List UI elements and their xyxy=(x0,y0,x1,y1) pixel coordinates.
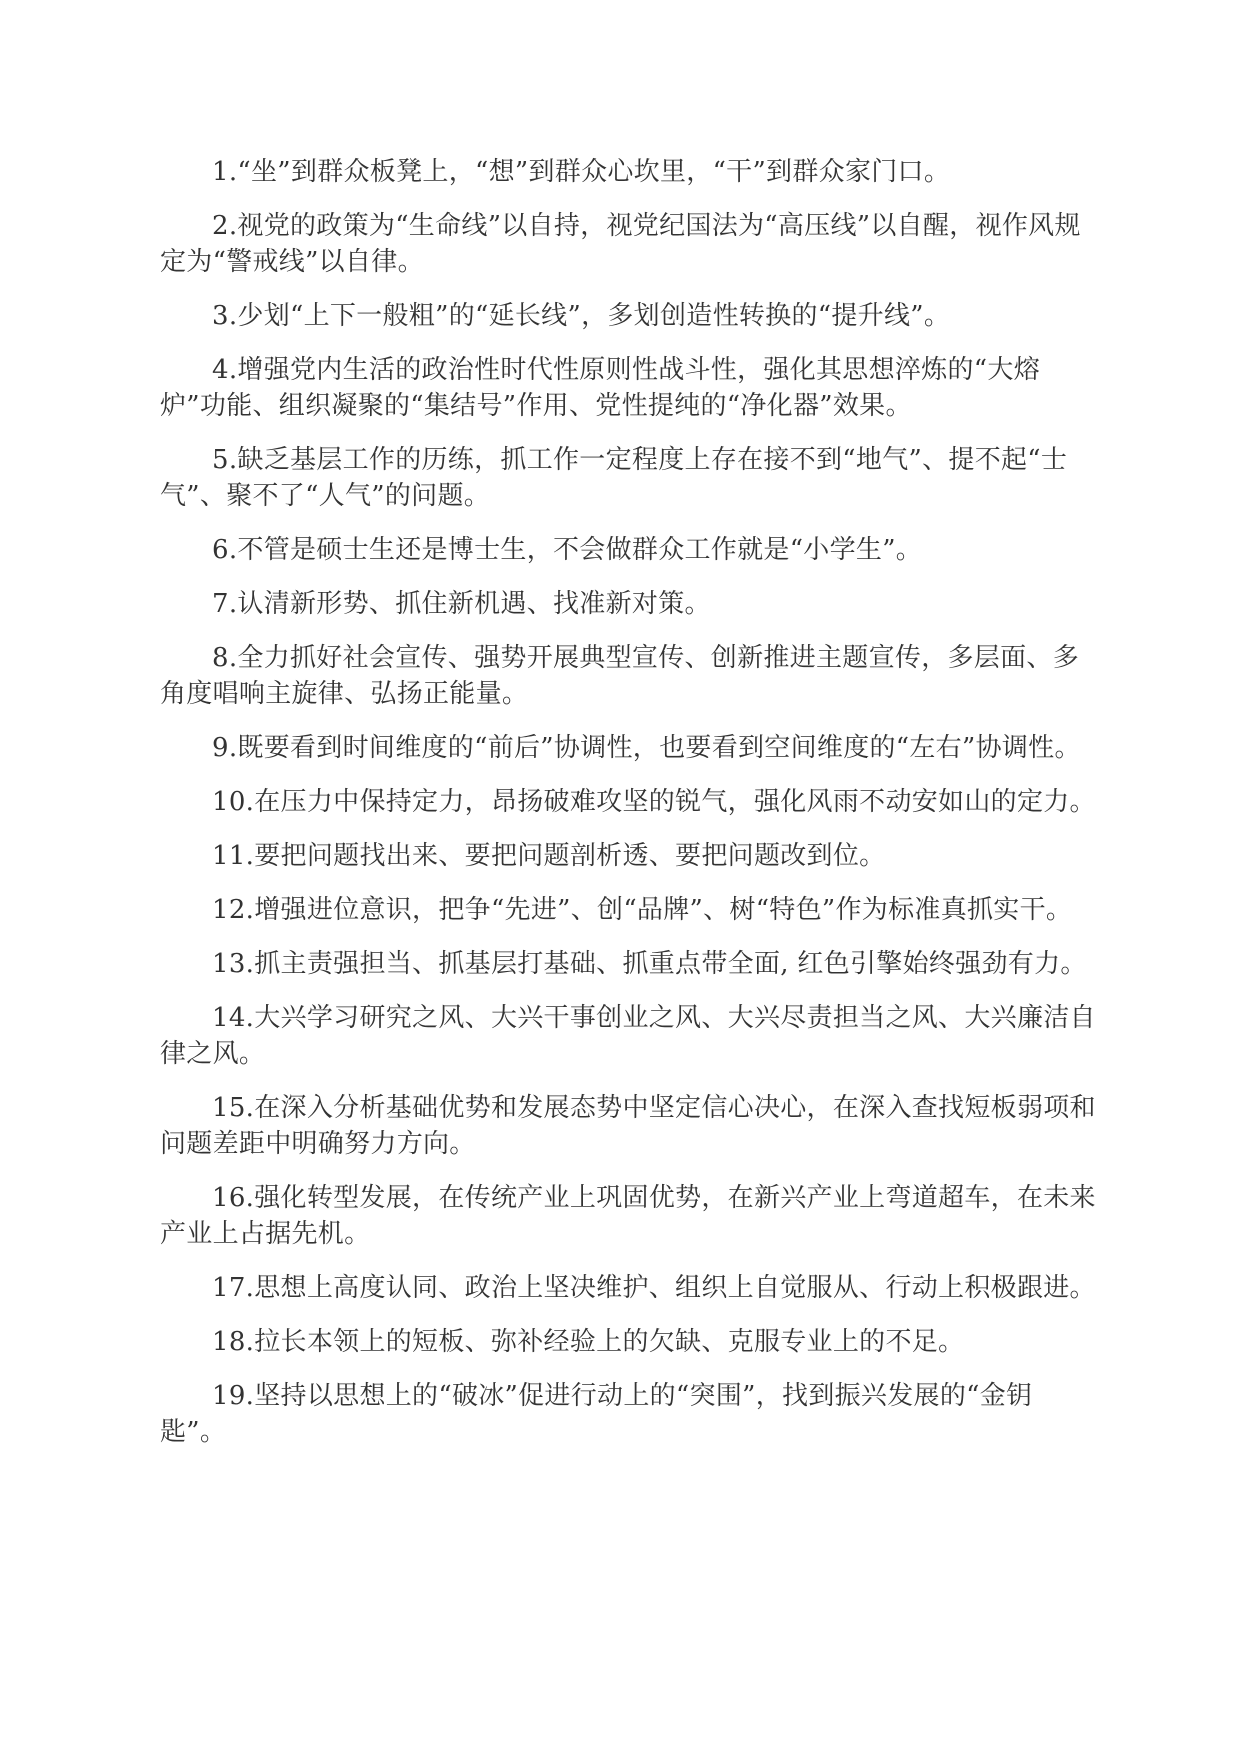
list-item: 3.少划“上下一般粗”的“延长线”，多划创造性转换的“提升线”。 xyxy=(212,301,951,331)
list-item: 16.强化转型发展，在传统产业上巩固优势，在新兴产业上弯道超车，在未来产业上占据先机。 xyxy=(160,1183,1096,1249)
list-item: 15.在深入分析基础优势和发展态势中坚定信心决心，在深入查找短板弱项和问题差距中明确努力方向。 xyxy=(160,1093,1096,1159)
list-item: 13.抓主责强担当、抓基层打基础、抓重点带全面, 红色引擎始终强劲有力。 xyxy=(212,949,1087,979)
list-item: 5.缺乏基层工作的历练，抓工作一定程度上存在接不到“地气”、提不起“士气”、聚不了“人气”的问题。 xyxy=(160,445,1068,511)
list-item: 1.“坐”到群众板凳上，“想”到群众心坎里，“干”到群众家门口。 xyxy=(212,157,951,187)
list-item: 8.全力抓好社会宣传、强势开展典型宣传、创新推进主题宣传，多层面、多角度唱响主旋律、弘扬正能量。 xyxy=(160,643,1080,709)
list-item: 9.既要看到时间维度的“前后”协调性，也要看到空间维度的“左右”协调性。 xyxy=(212,733,1081,763)
list-item: 10.在压力中保持定力，昂扬破难攻坚的锐气，强化风雨不动安如山的定力。 xyxy=(212,787,1096,817)
list-item: 17.思想上高度认同、政治上坚决维护、组织上自觉服从、行动上积极跟进。 xyxy=(212,1273,1096,1303)
list-item: 14.大兴学习研究之风、大兴干事创业之风、大兴尽责担当之风、大兴廉洁自律之风。 xyxy=(160,1003,1096,1069)
list-item: 4.增强党内生活的政治性时代性原则性战斗性，强化其思想淬炼的“大熔炉”功能、组织凝聚的“集结号”作用、党性提纯的“净化器”效果。 xyxy=(160,355,1040,421)
list-item: 7.认清新形势、抓住新机遇、找准新对策。 xyxy=(212,589,711,619)
list-item: 19.坚持以思想上的“破冰”促进行动上的“突围”，找到振兴发展的“金钥匙”。 xyxy=(160,1381,1033,1447)
list-item: 11.要把问题找出来、要把问题剖析透、要把问题改到位。 xyxy=(212,841,886,871)
list-item: 2.视党的政策为“生命线”以自持，视党纪国法为“高压线”以自醒，视作风规定为“警戒线”以自律。 xyxy=(160,211,1081,277)
list-item: 18.拉长本领上的短板、弥补经验上的欠缺、克服专业上的不足。 xyxy=(212,1327,965,1357)
list-item: 12.增强进位意识，把争“先进”、创“品牌”、树“特色”作为标准真抓实干。 xyxy=(212,895,1073,925)
numbered-list xyxy=(160,154,1096,1468)
list-item: 6.不管是硕士生还是博士生，不会做群众工作就是“小学生”。 xyxy=(212,535,923,565)
